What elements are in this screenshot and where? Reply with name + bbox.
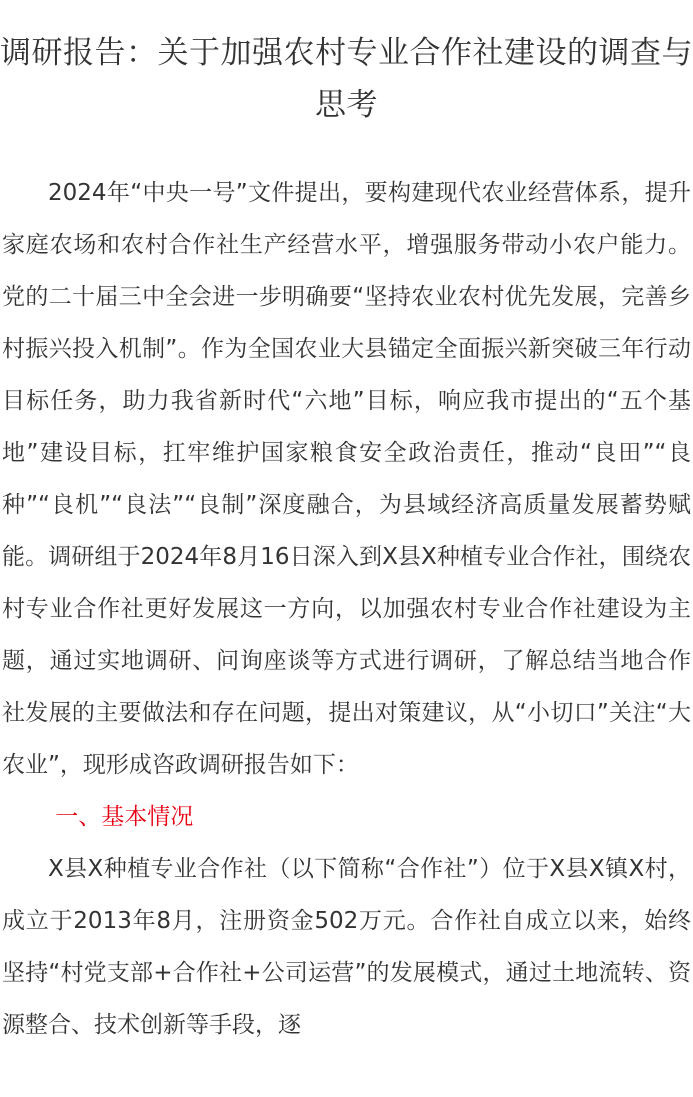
article-body bbox=[0, 167, 693, 1051]
section-heading-basic-info: 一、基本情况 bbox=[55, 804, 194, 830]
intro-paragraph: 2024年“中央一号”文件提出，要构建现代农业经营体系，提升家庭农场和农村合作社生产经营水平，增强服务带动小农户能力。党的二十届三中全会进一步明确要“坚持农业农村优先发展，完善乡村振兴投入机制”。作为全国农业大县锚定全面振兴新突破三年行动目标任务，助力我省新时代“六地”目标，响应我市提出的“五个基地”建设目标，扛牢维护国家粮食安全政治责任，推动“良田”“良种”“良机”“良法”“良制”深度融合，为县域经济高质量发展蓄势赋能。调研组于2024年8月16日深入到X县X种植专业合作社，围绕农村专业合作社更好发展这一方向，以加强农村专业合作社建设为主题，通过实地调研、问询座谈等方式进行调研，了解总结当地合作社发展的主要做法和存在问题，提出对策建议，从“小切口”关注“大农业”，现形成咨政调研报告如下： bbox=[2, 180, 691, 778]
section-1-paragraph: X县X种植专业合作社（以下简称“合作社”）位于X县X镇X村，成立于2013年8月，注册资金502万元。合作社自成立以来，始终坚持“村党支部+合作社+公司运营”的发展模式，通过土地流转、资源整合、技术创新等手段，逐 bbox=[2, 856, 691, 1038]
article-title: 调研报告：关于加强农村专业合作社建设的调查与思考 bbox=[0, 35, 693, 123]
